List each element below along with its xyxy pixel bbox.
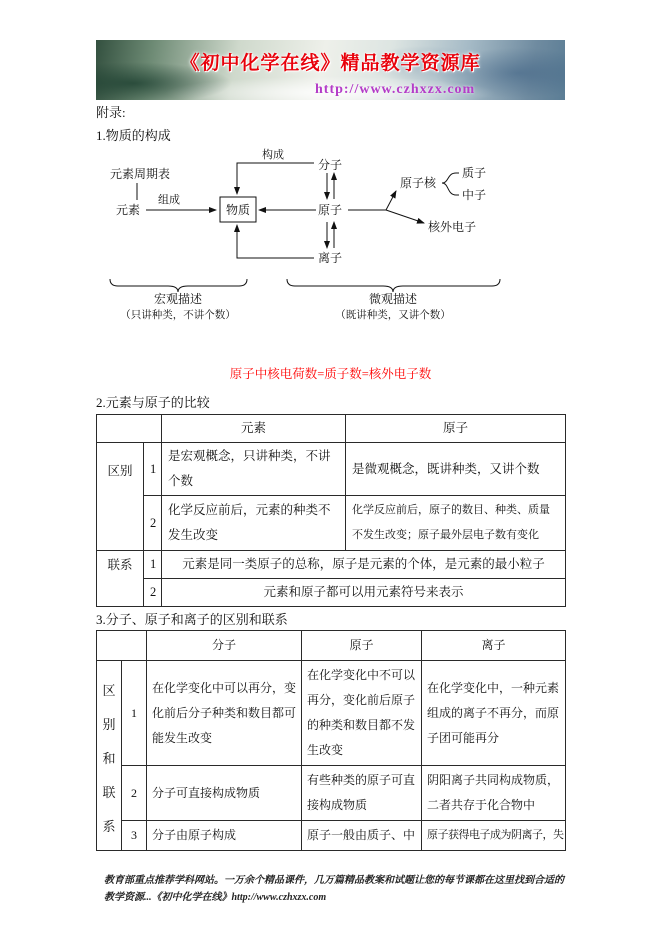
matter-composition-diagram: [96, 143, 565, 333]
t1-group-link: 联系: [97, 551, 144, 607]
section2-title: 2.元素与原子的比较: [96, 395, 210, 410]
neutron-label: 中子: [462, 188, 487, 202]
banner-title: 《初中化学在线》精品教学资源库: [180, 53, 481, 74]
micro-label: 微观描述: [368, 292, 418, 306]
t2-row3-no: 3: [122, 821, 147, 851]
section1-title: 1.物质的构成: [96, 128, 171, 143]
t2-side-label-cell: [97, 661, 122, 851]
element-atom-comparison-table: [96, 414, 566, 607]
site-banner: [96, 40, 565, 100]
constitute-label: 构成: [262, 149, 284, 161]
t1-link2-no: 2: [144, 579, 162, 607]
t2-row1-ion-cell: 在化学变化中，一种元素组成的离子不再分，而原子团可能再分: [422, 661, 566, 766]
t2-row2-no: 2: [122, 766, 147, 821]
nucleus-label: 原子核: [400, 176, 437, 190]
t1-diff1-no: 1: [144, 443, 162, 496]
t2-row2-atom-cell: 有些种类的原子可直接构成物质: [302, 766, 422, 821]
t1-link1-cell: 元素是同一类原子的总称，原子是元素的个体，是元素的最小粒子: [162, 551, 566, 579]
t2-row1-no: 1: [122, 661, 147, 766]
t1-diff2-element-cell: 化学反应前后，元素的种类不发生改变: [162, 496, 346, 551]
element-label: 元素: [116, 203, 141, 217]
t2-header-ion: 离子: [422, 631, 566, 661]
atom-label: 原子: [318, 203, 343, 217]
molecule-label: 分子: [318, 158, 343, 172]
macro-label: 宏观描述: [153, 292, 203, 306]
t1-header-element: 元素: [162, 415, 346, 443]
t2-row3-atom-cell: 原子一般由质子、中: [302, 821, 422, 851]
diagram-labels: [110, 147, 486, 321]
t2-header-molecule: 分子: [147, 631, 302, 661]
t1-diff2-atom-cell: 化学反应前后，原子的数目、种类、质量不发生改变；原子最外层电子数有变化: [346, 496, 566, 551]
t2-row1-atom-cell: 在化学变化中不可以再分，变化前后原子的种类和数目都不发生改变: [302, 661, 422, 766]
t1-header-atom: 原子: [346, 415, 566, 443]
t2-row1-molecule-cell: 在化学变化中可以再分，变化前后分子种类和数目都可能发生改变: [147, 661, 302, 766]
t1-diff1-atom-cell: 是微观概念，既讲种类，又讲个数: [346, 443, 566, 496]
compose-label: 组成: [158, 194, 180, 206]
t1-group-difference: 区别: [97, 443, 144, 551]
t2-header-atom: 原子: [302, 631, 422, 661]
proton-label: 质子: [462, 166, 487, 180]
micro-note: （既讲种类，又讲个数）: [335, 310, 451, 321]
electron-label: 核外电子: [428, 220, 477, 234]
matter-label: 物质: [226, 203, 251, 217]
molecule-atom-ion-table: [96, 630, 566, 851]
t2-corner-cell: [97, 631, 147, 661]
footer-note: 教育部重点推荐学科网站。一万余个精品课件，几万篇精品教案和试题让您的每节课都在这里找到合适的教学资源...《初中化学在线》http://www.czhxzx.com: [104, 875, 564, 903]
appendix-label: 附录:: [96, 105, 126, 120]
t1-diff2-no: 2: [144, 496, 162, 551]
section3-title: 3.分子、原子和离子的区别和联系: [96, 612, 288, 627]
t2-side-label: 区别和联系: [102, 682, 116, 834]
t1-link2-cell: 元素和原子都可以用元素符号来表示: [162, 579, 566, 607]
t2-row3-ion-cell: 原子获得电子成为阴离子，失: [422, 821, 566, 851]
t2-row2-molecule-cell: 分子可直接构成物质: [147, 766, 302, 821]
t1-diff1-element-cell: 是宏观概念，只讲种类，不讲个数: [162, 443, 346, 496]
banner-url: http://www.czhxzx.com: [315, 82, 476, 97]
t2-row3-molecule-cell: 分子由原子构成: [147, 821, 302, 851]
macro-note: （只讲种类，不讲个数）: [120, 310, 236, 321]
t1-corner-cell: [97, 415, 162, 443]
t2-row2-ion-cell: 阴阳离子共同构成物质，二者共存于化合物中: [422, 766, 566, 821]
t1-link1-no: 1: [144, 551, 162, 579]
periodic-table-label: 元素周期表: [110, 167, 171, 181]
ion-label: 离子: [318, 251, 343, 265]
atom-charge-note: 原子中核电荷数=质子数=核外电子数: [229, 367, 432, 381]
